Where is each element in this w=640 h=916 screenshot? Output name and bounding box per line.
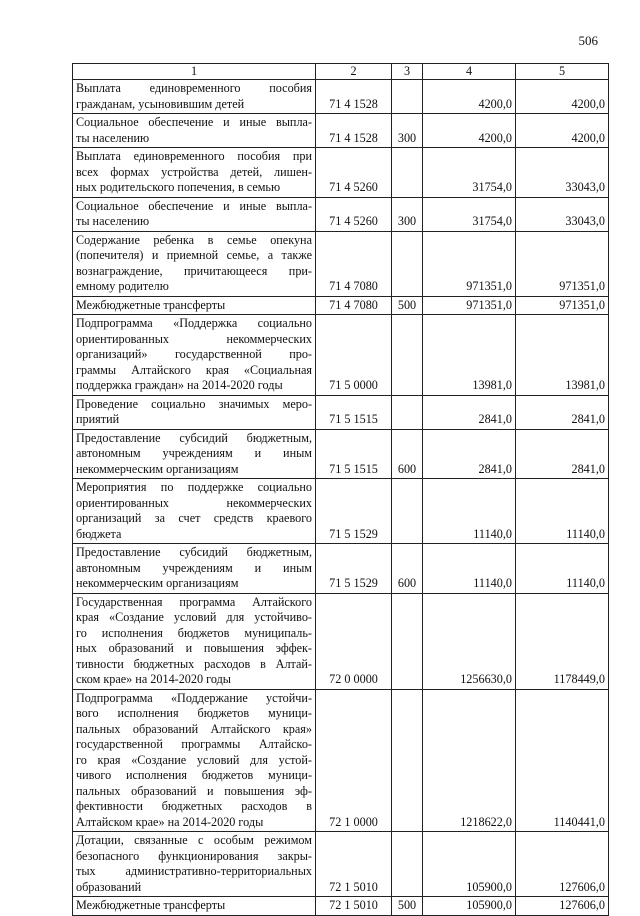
description-line: Социальное обеспечение и иные выпла- [76, 115, 312, 129]
description-line: Алтайском крае» на 2014-2020 годы [76, 814, 264, 829]
row-value-col5: 127606,0 [516, 897, 609, 916]
row-type: 600 [392, 544, 423, 594]
table-row [73, 80, 609, 114]
description-line: Выплата единовременного пособия при [76, 149, 312, 163]
table-row [73, 593, 609, 689]
description-line: Проведение социально значимых меро- [76, 396, 312, 411]
description-line: Государственная программа Алтайского [76, 594, 312, 609]
row-type: 300 [392, 114, 423, 148]
description-line: ных родительского попечения, в семью [76, 180, 281, 194]
description-line: ориентированных некоммерческих [76, 495, 312, 510]
description-line: фективности бюджетных расходов в [76, 799, 312, 813]
row-value-col4: 2841,0 [423, 395, 516, 429]
description-line: Содержание ребенка в семье опекуна [76, 232, 312, 247]
row-code: 71 4 7080 [316, 231, 392, 296]
row-value-col5: 2841,0 [516, 429, 609, 479]
row-code: 71 4 7080 [316, 296, 392, 315]
row-value-col4: 11140,0 [423, 479, 516, 544]
header-col-2: 2 [316, 64, 392, 80]
description-line: гражданам, усыновившим детей [76, 96, 245, 111]
row-description [73, 593, 316, 689]
description-line: (попечителя) и приемной семье, а также [76, 248, 312, 262]
description-line: ском крае» на 2014-2020 годы [76, 672, 231, 686]
table-row [73, 395, 609, 429]
row-value-col4: 31754,0 [423, 148, 516, 198]
budget-table [72, 63, 609, 916]
row-description [73, 80, 316, 114]
row-code: 71 5 1515 [316, 395, 392, 429]
description-line: поддержка граждан» на 2014-2020 годы [76, 378, 283, 392]
description-line: тых административно-территориальных [76, 864, 312, 878]
description-line: некоммерческим организациям [76, 461, 239, 476]
description-line: ты населению [76, 130, 150, 145]
table-row [73, 197, 609, 231]
row-description [73, 544, 316, 594]
row-type [392, 395, 423, 429]
table-row [73, 479, 609, 544]
description-line: вознаграждение, причитающееся при- [76, 263, 312, 278]
description-line: Дотации, связанные с особым режимом [76, 833, 312, 847]
description-line: Межбюджетные трансферты [76, 297, 226, 312]
row-value-col4: 4200,0 [423, 114, 516, 148]
row-type: 300 [392, 197, 423, 231]
row-value-col5: 2841,0 [516, 395, 609, 429]
row-description [73, 197, 316, 231]
description-line: организаций за счет средств краевого [76, 511, 312, 525]
row-value-col4: 971351,0 [423, 296, 516, 315]
table-row [73, 832, 609, 897]
description-line: Подпрограмма «Поддержание устойчи- [76, 690, 312, 705]
header-col-3: 3 [392, 64, 423, 80]
description-line: граммы Алтайского края «Социальная [76, 362, 312, 377]
table-row [73, 897, 609, 916]
description-line: Выплата единовременного пособия [76, 81, 312, 95]
description-line: ты населению [76, 214, 150, 228]
row-code: 71 5 0000 [316, 315, 392, 396]
table-row [73, 429, 609, 479]
row-type [392, 315, 423, 396]
row-description [73, 897, 316, 916]
description-line: приятий [76, 412, 120, 426]
row-type [392, 593, 423, 689]
table-row [73, 544, 609, 594]
table-row [73, 231, 609, 296]
description-line: емному родителю [76, 279, 169, 293]
row-code: 72 1 0000 [316, 689, 392, 832]
row-code: 71 4 1528 [316, 114, 392, 148]
description-line: некоммерческим организациям [76, 576, 239, 590]
row-type: 500 [392, 897, 423, 916]
description-line: вого исполнения бюджетов муници- [76, 706, 312, 720]
row-value-col5: 4200,0 [516, 114, 609, 148]
description-line: автономным учреждениям и иным [76, 446, 312, 460]
row-value-col5: 1140441,0 [516, 689, 609, 832]
description-line: Социальное обеспечение и иные выпла- [76, 198, 312, 213]
table-row [73, 296, 609, 315]
row-value-col4: 11140,0 [423, 544, 516, 594]
description-line: Подпрограмма «Поддержка социально [76, 316, 312, 330]
description-line: тивности бюджетных расходов в Алтай- [76, 656, 312, 671]
description-line: Мероприятия по поддержке социально [76, 480, 312, 494]
row-code: 71 4 5260 [316, 148, 392, 198]
row-value-col4: 971351,0 [423, 231, 516, 296]
row-value-col4: 1256630,0 [423, 593, 516, 689]
row-description [73, 395, 316, 429]
description-line: Предоставление субсидий бюджетным, [76, 545, 312, 559]
row-value-col4: 31754,0 [423, 197, 516, 231]
description-line: всех формах устройства детей, лишен- [76, 164, 312, 179]
row-value-col5: 11140,0 [516, 544, 609, 594]
row-description [73, 296, 316, 315]
row-value-col5: 33043,0 [516, 148, 609, 198]
row-value-col4: 105900,0 [423, 832, 516, 897]
row-description [73, 148, 316, 198]
table-header-row [73, 64, 609, 80]
row-description [73, 315, 316, 396]
description-line: государственной программы Алтайско- [76, 737, 312, 751]
row-type: 500 [392, 296, 423, 315]
table-row [73, 689, 609, 832]
description-line: бюджета [76, 526, 122, 541]
description-line: ных образований и повышения эффек- [76, 641, 312, 655]
row-value-col5: 971351,0 [516, 296, 609, 315]
row-type [392, 80, 423, 114]
row-value-col4: 2841,0 [423, 429, 516, 479]
row-code: 71 5 1529 [316, 544, 392, 594]
row-type: 600 [392, 429, 423, 479]
description-line: организаций» государственной про- [76, 347, 312, 361]
description-line: чивого исполнения бюджетов муници- [76, 768, 312, 782]
row-value-col5: 33043,0 [516, 197, 609, 231]
row-type [392, 148, 423, 198]
row-description [73, 832, 316, 897]
row-value-col5: 13981,0 [516, 315, 609, 396]
row-code: 72 1 5010 [316, 832, 392, 897]
row-value-col4: 13981,0 [423, 315, 516, 396]
row-code: 72 1 5010 [316, 897, 392, 916]
description-line: Предоставление субсидий бюджетным, [76, 430, 312, 445]
description-line: автономным учреждениям и иным [76, 560, 312, 575]
row-code: 71 5 1515 [316, 429, 392, 479]
row-value-col5: 4200,0 [516, 80, 609, 114]
row-type [392, 479, 423, 544]
row-type [392, 832, 423, 897]
row-value-col4: 4200,0 [423, 80, 516, 114]
row-code: 71 5 1529 [316, 479, 392, 544]
row-description [73, 231, 316, 296]
description-line: безопасного функционирования закры- [76, 848, 312, 863]
row-description [73, 114, 316, 148]
header-col-1: 1 [73, 64, 316, 80]
row-type [392, 231, 423, 296]
description-line: го исполнения бюджетов муниципаль- [76, 625, 312, 640]
description-line: образований [76, 879, 142, 894]
row-value-col5: 11140,0 [516, 479, 609, 544]
description-line: Межбюджетные трансферты [76, 898, 226, 912]
row-description [73, 689, 316, 832]
header-col-4: 4 [423, 64, 516, 80]
description-line: го края «Создание условий для устой- [76, 752, 312, 767]
table-row [73, 148, 609, 198]
table-row [73, 114, 609, 148]
table-row [73, 315, 609, 396]
row-value-col5: 971351,0 [516, 231, 609, 296]
row-code: 71 4 1528 [316, 80, 392, 114]
row-value-col4: 105900,0 [423, 897, 516, 916]
row-value-col4: 1218622,0 [423, 689, 516, 832]
row-value-col5: 1178449,0 [516, 593, 609, 689]
row-code: 72 0 0000 [316, 593, 392, 689]
description-line: ориентированных некоммерческих [76, 331, 312, 346]
description-line: пальных образований и повышения эф- [76, 783, 312, 798]
description-line: края «Создание условий для устойчиво- [76, 610, 312, 624]
row-type [392, 689, 423, 832]
row-value-col5: 127606,0 [516, 832, 609, 897]
row-description [73, 429, 316, 479]
description-line: пальных образований Алтайского края» [76, 721, 312, 736]
header-col-5: 5 [516, 64, 609, 80]
row-description [73, 479, 316, 544]
page-number: 506 [578, 33, 598, 48]
row-code: 71 4 5260 [316, 197, 392, 231]
